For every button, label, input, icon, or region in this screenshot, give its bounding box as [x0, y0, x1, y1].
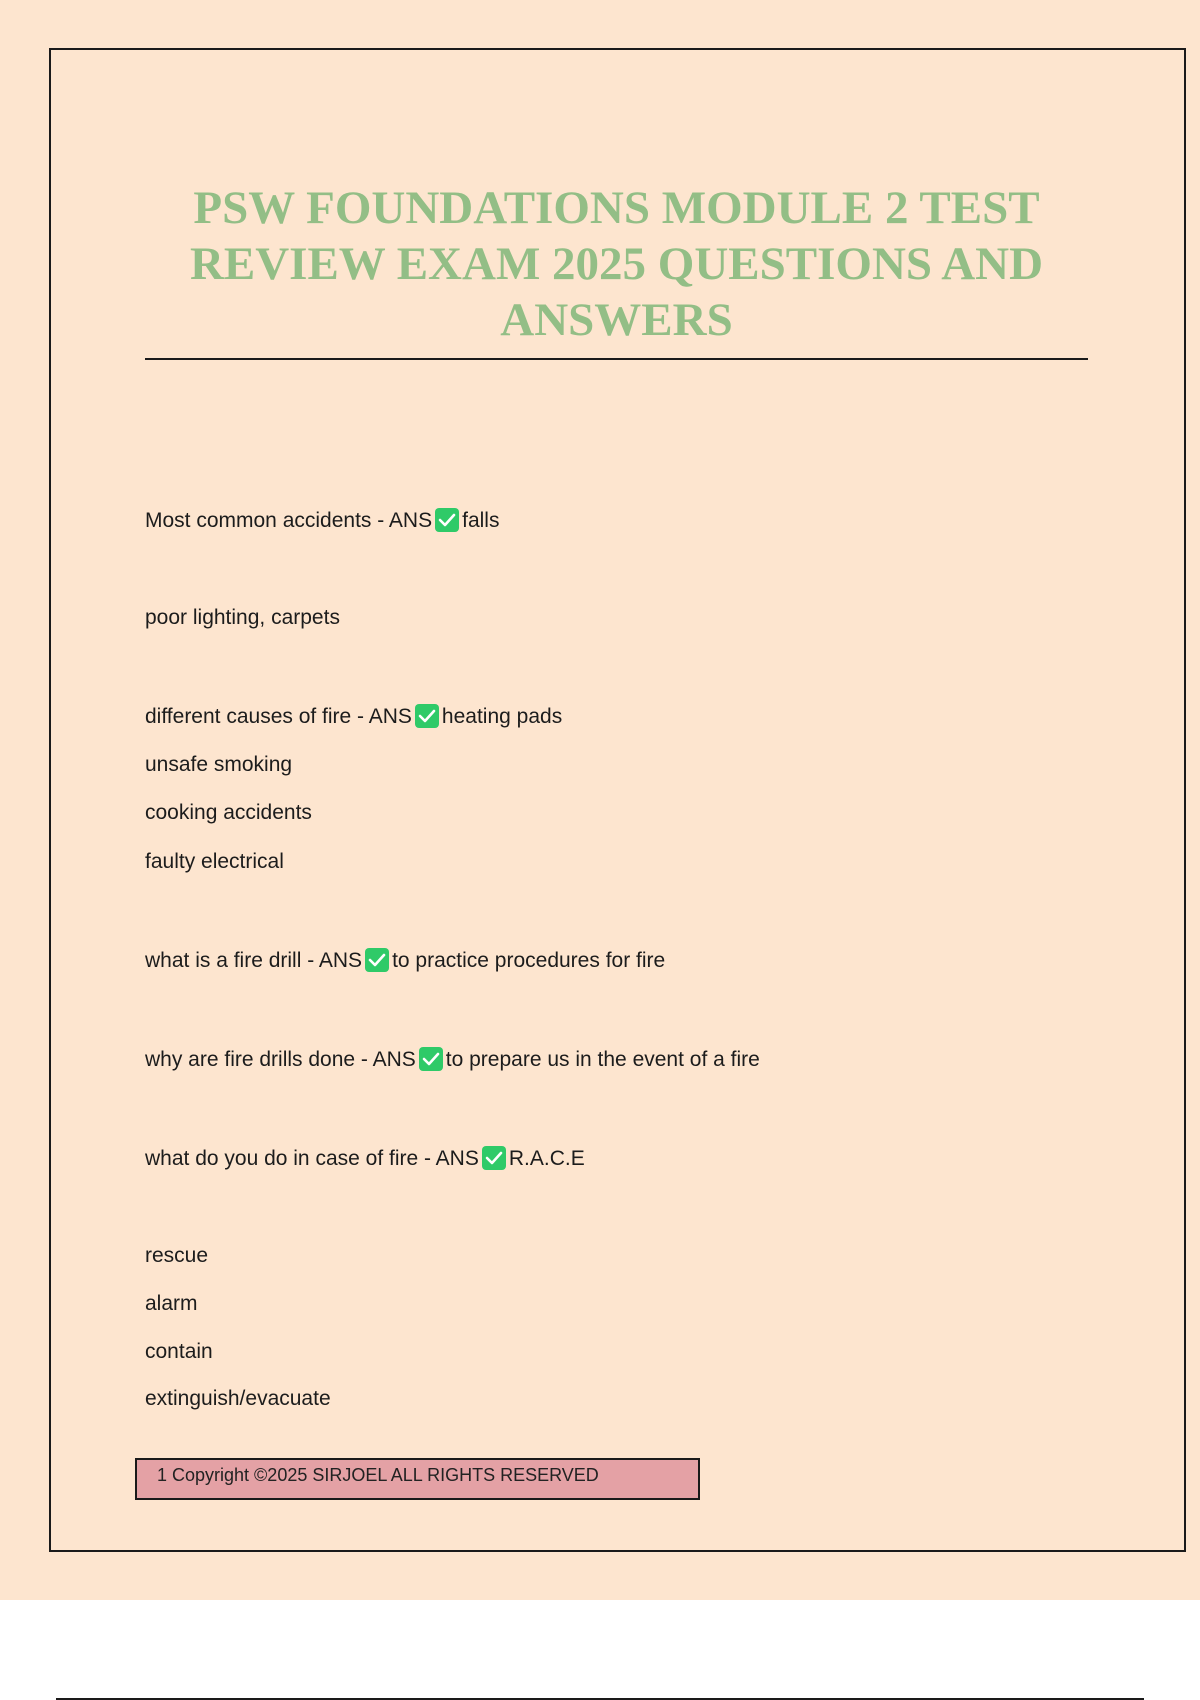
answer-text: R.A.C.E: [508, 1147, 585, 1170]
question-text: different causes of fire - ANS: [145, 705, 412, 728]
question-text: what is a fire drill - ANS: [145, 949, 363, 972]
copyright-footer: 1 Copyright ©2025 SIRJOEL ALL RIGHTS RESERVED: [135, 1458, 700, 1500]
checkmark-icon: [482, 1146, 506, 1170]
checkmark-icon: [365, 948, 389, 972]
checkmark-icon: [435, 508, 459, 532]
answer-line: extinguish/evacuate: [145, 1387, 331, 1410]
answer-line: faulty electrical: [145, 850, 284, 873]
answer-line: contain: [145, 1340, 213, 1363]
checkmark-icon: [419, 1047, 443, 1071]
qa-item: [145, 508, 499, 534]
answer-text: heating pads: [441, 705, 563, 728]
qa-item: [145, 704, 562, 730]
qa-item: [145, 1047, 760, 1073]
question-text: why are fire drills done - ANS: [145, 1048, 416, 1071]
answer-line: unsafe smoking: [145, 753, 293, 776]
answer-line: poor lighting, carpets: [145, 606, 340, 629]
question-text: Most common accidents - ANS: [145, 509, 433, 532]
document-title: PSW FOUNDATIONS MODULE 2 TEST REVIEW EXAM 2025 QUESTIONS AND ANSWERS: [189, 182, 1044, 346]
checkmark-icon: [415, 704, 439, 728]
answer-text: falls: [462, 509, 500, 532]
answer-line: alarm: [145, 1292, 198, 1315]
qa-item: [145, 1146, 585, 1172]
answer-line: cooking accidents: [145, 801, 312, 824]
answer-text: to prepare us in the event of a fire: [445, 1048, 760, 1071]
answer-line: rescue: [145, 1244, 209, 1267]
question-text: what do you do in case of fire - ANS: [145, 1147, 479, 1170]
title-divider: [145, 358, 1088, 360]
answer-text: to practice procedures for fire: [392, 949, 666, 972]
qa-item: [145, 948, 665, 974]
